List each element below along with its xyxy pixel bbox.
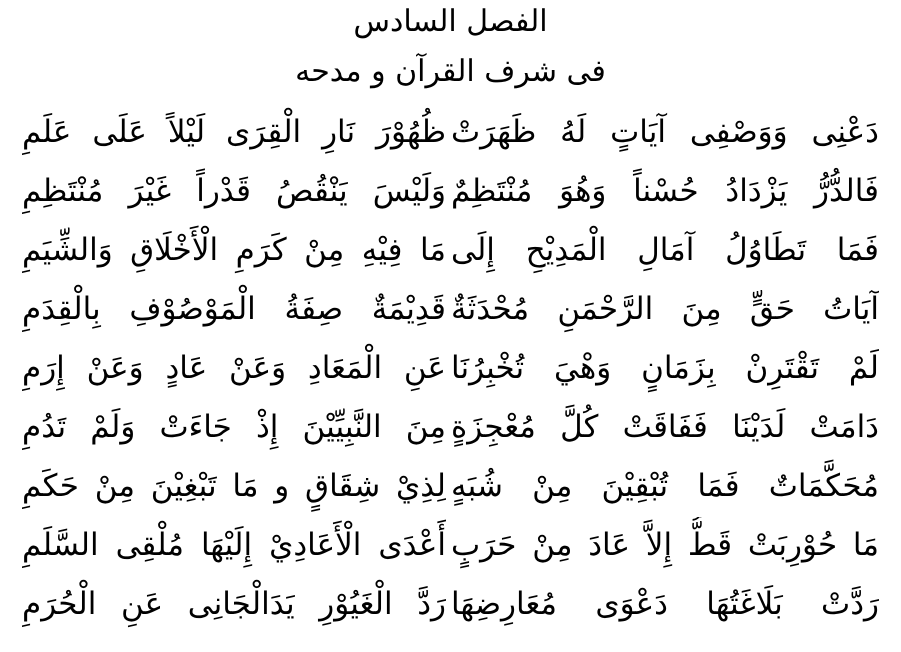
verse-second-hemistich: عَنِ الْمَعَادِ وَعَنْ عَادٍ وَعَنْ إِرَمِ [22,350,446,386]
verse-second-hemistich: مِنَ النَّبِيِّيْنَ إِذْ جَاءَتْ وَلَمْ تَدُمِ [22,409,446,445]
verse-first-hemistich: فَمَا تَطَاوُلُ آمَالِ الْمَدِيْحِ إِلَى [451,232,879,268]
verse-first-hemistich: مَا حُوْرِبَتْ قَطُّ إِلاَّ عَادَ مِنْ حَرَبٍ [451,527,879,563]
verse-row [0,517,901,573]
verse-first-hemistich: رَدَّتْ بَلَاغَتُهَا دَعْوَى مُعَارِضِهَا [451,586,879,622]
verse-second-hemistich: أَعْدَى الْأَعَادِيْ إِلَيْهَا مُلْقِى السَّلَمِ [22,527,446,563]
verse-row [0,458,901,514]
verse-second-hemistich: لِذِيْ شِقَاقٍ و مَا تَبْغِيْنَ مِنْ حَكَمِ [22,468,446,504]
chapter-title: الفصل السادس [353,4,548,39]
verse-second-hemistich: وَلَيْسَ يَنْقُصُ قَدْراً غَيْرَ مُنْتَظِمِ [22,173,446,209]
verse-row [0,576,901,632]
verse-first-hemistich: مُحَكَّمَاتٌ فَمَا تُبْقِيْنَ مِنْ شُبَهٍ [451,468,879,504]
verse-row [0,222,901,278]
verse-second-hemistich: قَدِيْمَةٌ صِفَةُ الْمَوْصُوْفِ بِالْقِدَمِ [22,291,446,327]
verse-first-hemistich: لَمْ تَقْتَرِنْ بِزَمَانٍ وَهْيَ تُخْبِرُنَا [451,350,879,386]
verse-first-hemistich: دَامَتْ لَدَيْنَا فَفَاقَتْ كُلَّ مُعْجِزَةٍ [451,409,879,445]
verse-row [0,281,901,337]
verse-first-hemistich: فَالدُّرُّ يَزْدَادُ حُسْناً وَهُوَ مُنْتَظِمٌ [451,173,879,209]
verse-row [0,163,901,219]
verse-second-hemistich: رَدَّ الْغَيُوْرِ يَدَالْجَانِى عَنِ الْحُرَمِ [22,586,446,622]
verse-row [0,399,901,455]
verse-second-hemistich: ظُهُوْرَ نَارِ الْقِرَى لَيْلاً عَلَى عَلَمِ [22,114,446,150]
verse-first-hemistich: آيَاتُ حَقٍّ مِنَ الرَّحْمَنِ مُحْدَثَةٌ [451,291,879,327]
verse-row [0,104,901,160]
chapter-subtitle: فی شرف القرآن و مدحه [295,54,606,89]
verse-first-hemistich: دَعْنِى وَوَصْفِى آيَاتٍ لَهُ ظَهَرَتْ [451,114,879,150]
verse-row [0,340,901,396]
verse-second-hemistich: مَا فِيْهِ مِنْ كَرَمِ الْأَخْلَاقِ وَالشِّيَمِ [22,232,446,268]
